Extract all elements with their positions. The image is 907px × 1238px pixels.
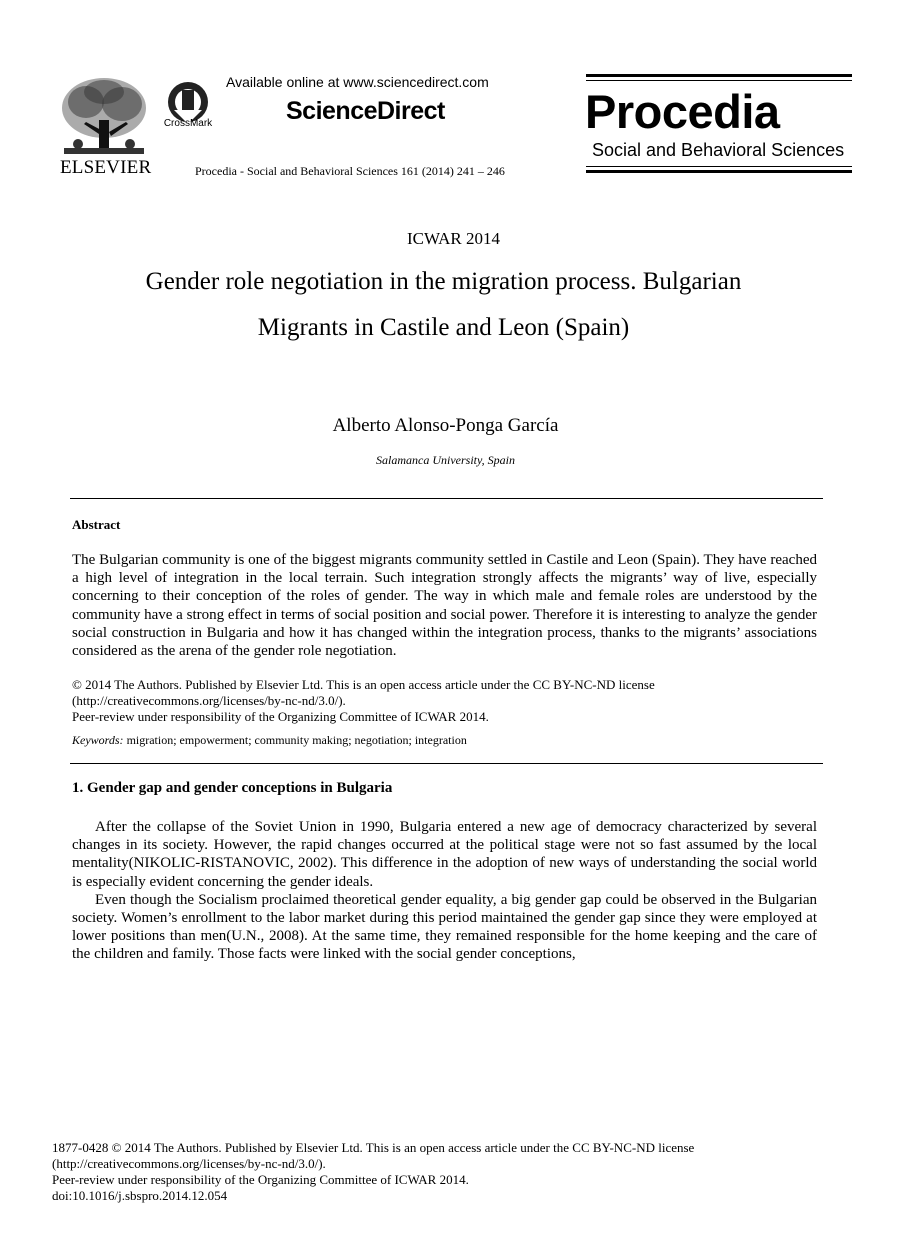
- procedia-rule: [586, 166, 852, 167]
- paragraph: Even though the Socialism proclaimed theoretical gender equality, a big gender gap could be observed in the Bulgarian society. Women’s enrollment to the labor market during this period maintained the gender gap since they were employed at lower positions than men(U.N., 2008). At the same time, they remained responsible for the home keeping and the care of the children and family. Those facts were linked with the social gender conceptions,: [72, 891, 817, 963]
- footer-peer-review: Peer-review under responsibility of the Organizing Committee of ICWAR 2014.: [52, 1172, 469, 1187]
- license-link[interactable]: (http://creativecommons.org/licenses/by-nc-nd/3.0/).: [72, 693, 346, 708]
- paper-title-line2: Migrants in Castile and Leon (Spain): [257, 314, 630, 341]
- footer-license-link[interactable]: (http://creativecommons.org/licenses/by-nc-nd/3.0/).: [52, 1156, 326, 1171]
- elsevier-wordmark: ELSEVIER: [60, 157, 152, 178]
- crossmark-label: CrossMark: [163, 118, 213, 129]
- footer-license-line: 1877-0428 © 2014 The Authors. Published by Elsevier Ltd. This is an open access article under the CC BY-NC-ND license: [52, 1140, 695, 1155]
- keywords-list: migration; empowerment; community making; negotiation; integration: [123, 733, 467, 747]
- doi[interactable]: doi:10.1016/j.sbspro.2014.12.054: [52, 1188, 228, 1203]
- copyright-block: [72, 677, 817, 725]
- paragraph: After the collapse of the Soviet Union in 1990, Bulgaria entered a new age of democracy characterized by several changes in its society. However, the rapid changes occurred at the political stage were not so fast assumed by the local mentality(NIKOLIC-RISTANOVIC, 2002). This difference in the adoption of new ways of understanding the social world is especially evident concerning the gender ideals.: [72, 819, 817, 890]
- conference-name: ICWAR 2014: [406, 229, 501, 248]
- author-name: Alberto Alonso-Ponga García: [332, 415, 559, 436]
- section-body: [72, 818, 817, 964]
- section-heading: 1. Gender gap and gender conceptions in Bulgaria: [72, 780, 393, 796]
- sciencedirect-wordmark[interactable]: ScienceDirect: [286, 97, 445, 125]
- divider: [70, 498, 823, 499]
- paper-title-line1: Gender role negotiation in the migration process. Bulgarian: [145, 268, 742, 295]
- abstract-heading: Abstract: [72, 517, 121, 532]
- copyright-line: © 2014 The Authors. Published by Elsevier Ltd. This is an open access article under the CC BY-NC-ND license: [72, 677, 655, 692]
- procedia-subtitle: Social and Behavioral Sciences: [592, 140, 845, 160]
- procedia-title: Procedia: [585, 85, 780, 138]
- procedia-rule: [586, 74, 852, 77]
- divider: [70, 763, 823, 764]
- abstract-body: The Bulgarian community is one of the biggest migrants community settled in Castile and Leon (Spain). They have reached a high level of integration in the local terrain. Such integration strongly affects the migrants’ way of live, especially concerning to their conception of the roles of gender. The way in which male and female roles are understood by the community have a strong effect in terms of social position and social power. Therefore it is interesting to analyze the gender social construction in Bulgaria and how it has changed within the integration process, thanks to the migrants’ associations considered as the arena of the gender role negotiation.: [72, 552, 817, 660]
- keywords-line: [72, 733, 467, 748]
- keywords-label: Keywords:: [72, 733, 124, 747]
- journal-reference: Procedia - Social and Behavioral Sciences 161 (2014) 241 – 246: [195, 164, 505, 178]
- available-online-text: Available online at www.sciencedirect.com: [226, 74, 489, 90]
- procedia-rule: [586, 170, 852, 173]
- footer-block: [52, 1140, 812, 1204]
- peer-review-line: Peer-review under responsibility of the Organizing Committee of ICWAR 2014.: [72, 709, 489, 724]
- procedia-rule: [586, 80, 852, 81]
- author-affiliation: Salamanca University, Spain: [376, 453, 515, 467]
